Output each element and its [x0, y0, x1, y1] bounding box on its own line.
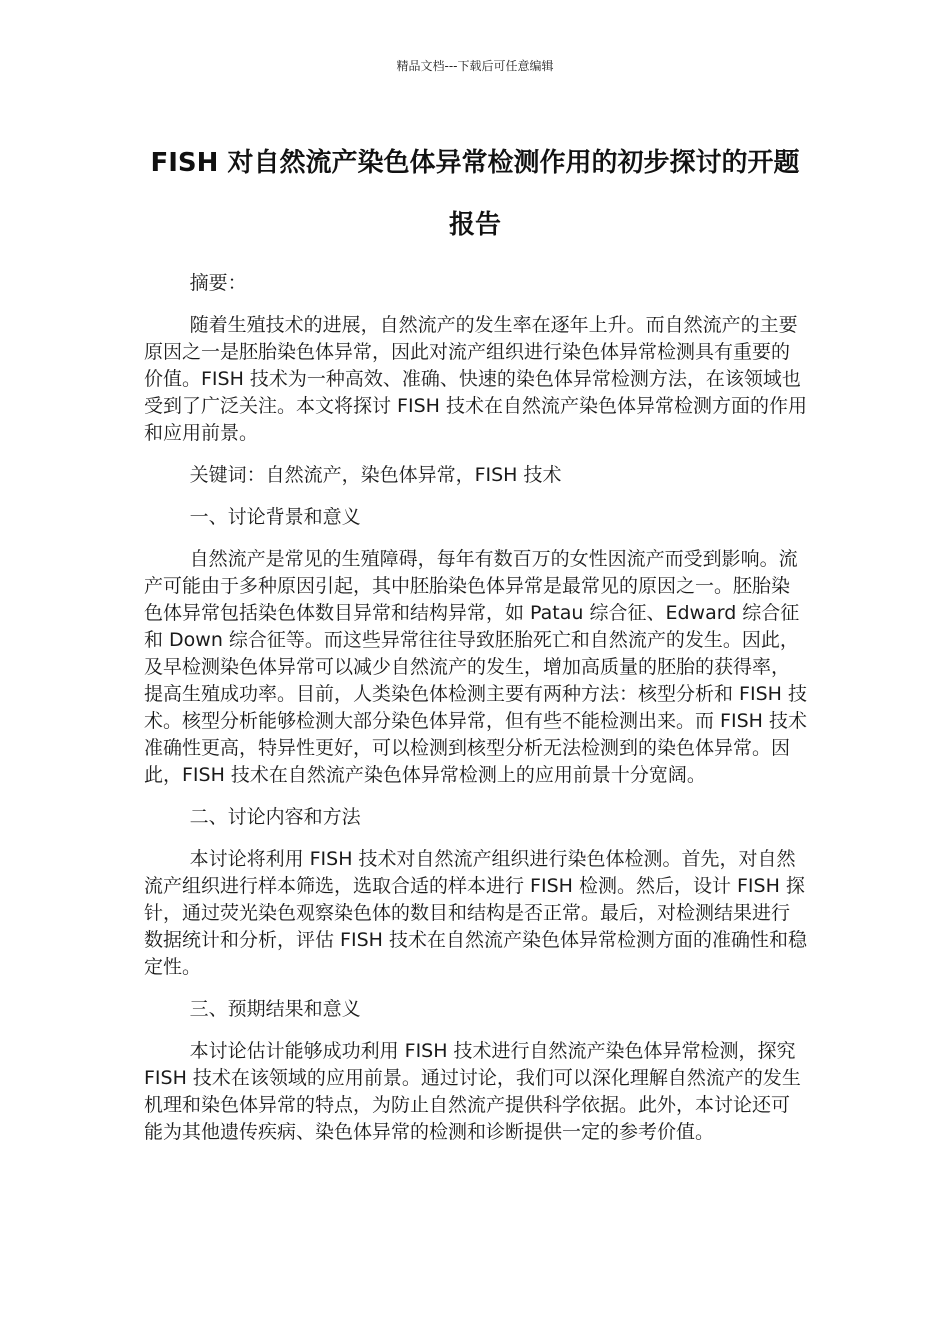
keywords-line: 关键词：自然流产，染色体异常，FISH 技术 [189, 464, 562, 486]
section-heading-results: 三、预期结果和意义 [189, 998, 361, 1020]
background-paragraph: 自然流产是常见的生殖障碍，每年有数百万的女性因流产而受到影响。流产可能由于多种原因引起，其中胚胎染色体异常是最常见的原因之一。胚胎染色体异常包括染色体数目异常和结构异常，如 Patau 综合征、Edward 综合征和 Down 综合征等。而这些异常往往导致胚胎死亡和自然流产的发生。因此，及早检测染色体异常可以减少自然流产的发生，增加高质量的胚胎的获得率，提高生殖成功率。目前，人类染色体检测主要有两种方法：核型分析和 FISH 技术。核型分析能够检测大部分染色体异常，但有些不能检测出来。而 FISH 技术准确性更高，特异性更好，可以检测到核型分析无法检测到的染色体异常。因此，FISH 技术在自然流产染色体异常检测上的应用前景十分宽阔。 [144, 548, 807, 786]
header-note: 精品文档---下载后可任意编辑 [396, 59, 554, 73]
document-title: FISH 对自然流产染色体异常检测作用的初步探讨的开题报告 [150, 148, 800, 240]
methods-paragraph: 本讨论将利用 FISH 技术对自然流产组织进行染色体检测。首先，对自然流产组织进行样本筛选，选取合适的样本进行 FISH 检测。然后，设计 FISH 探针，通过荧光染色观察染色体的数目和结构是否正常。最后，对检测结果进行数据统计和分析，评估 FISH 技术在自然流产染色体异常检测方面的准确性和稳定性。 [144, 848, 807, 978]
section-heading-methods: 二、讨论内容和方法 [189, 806, 361, 828]
document-body [144, 270, 808, 1161]
abstract-paragraph: 随着生殖技术的进展，自然流产的发生率在逐年上升。而自然流产的主要原因之一是胚胎染色体异常，因此对流产组织进行染色体异常检测具有重要的价值。FISH 技术为一种高效、准确、快速的染色体异常检测方法，在该领域也受到了广泛关注。本文将探讨 FISH 技术在自然流产染色体异常检测方面的作用和应用前景。 [144, 314, 807, 444]
results-paragraph: 本讨论估计能够成功利用 FISH 技术进行自然流产染色体异常检测，探究 FISH 技术在该领域的应用前景。通过讨论，我们可以深化理解自然流产的发生机理和染色体异常的特点，为防止自然流产提供科学依据。此外，本讨论还可能为其他遗传疾病、染色体异常的检测和诊断提供一定的参考价值。 [144, 1040, 801, 1143]
section-heading-background: 一、讨论背景和意义 [189, 506, 361, 528]
abstract-label: 摘要： [189, 272, 247, 294]
